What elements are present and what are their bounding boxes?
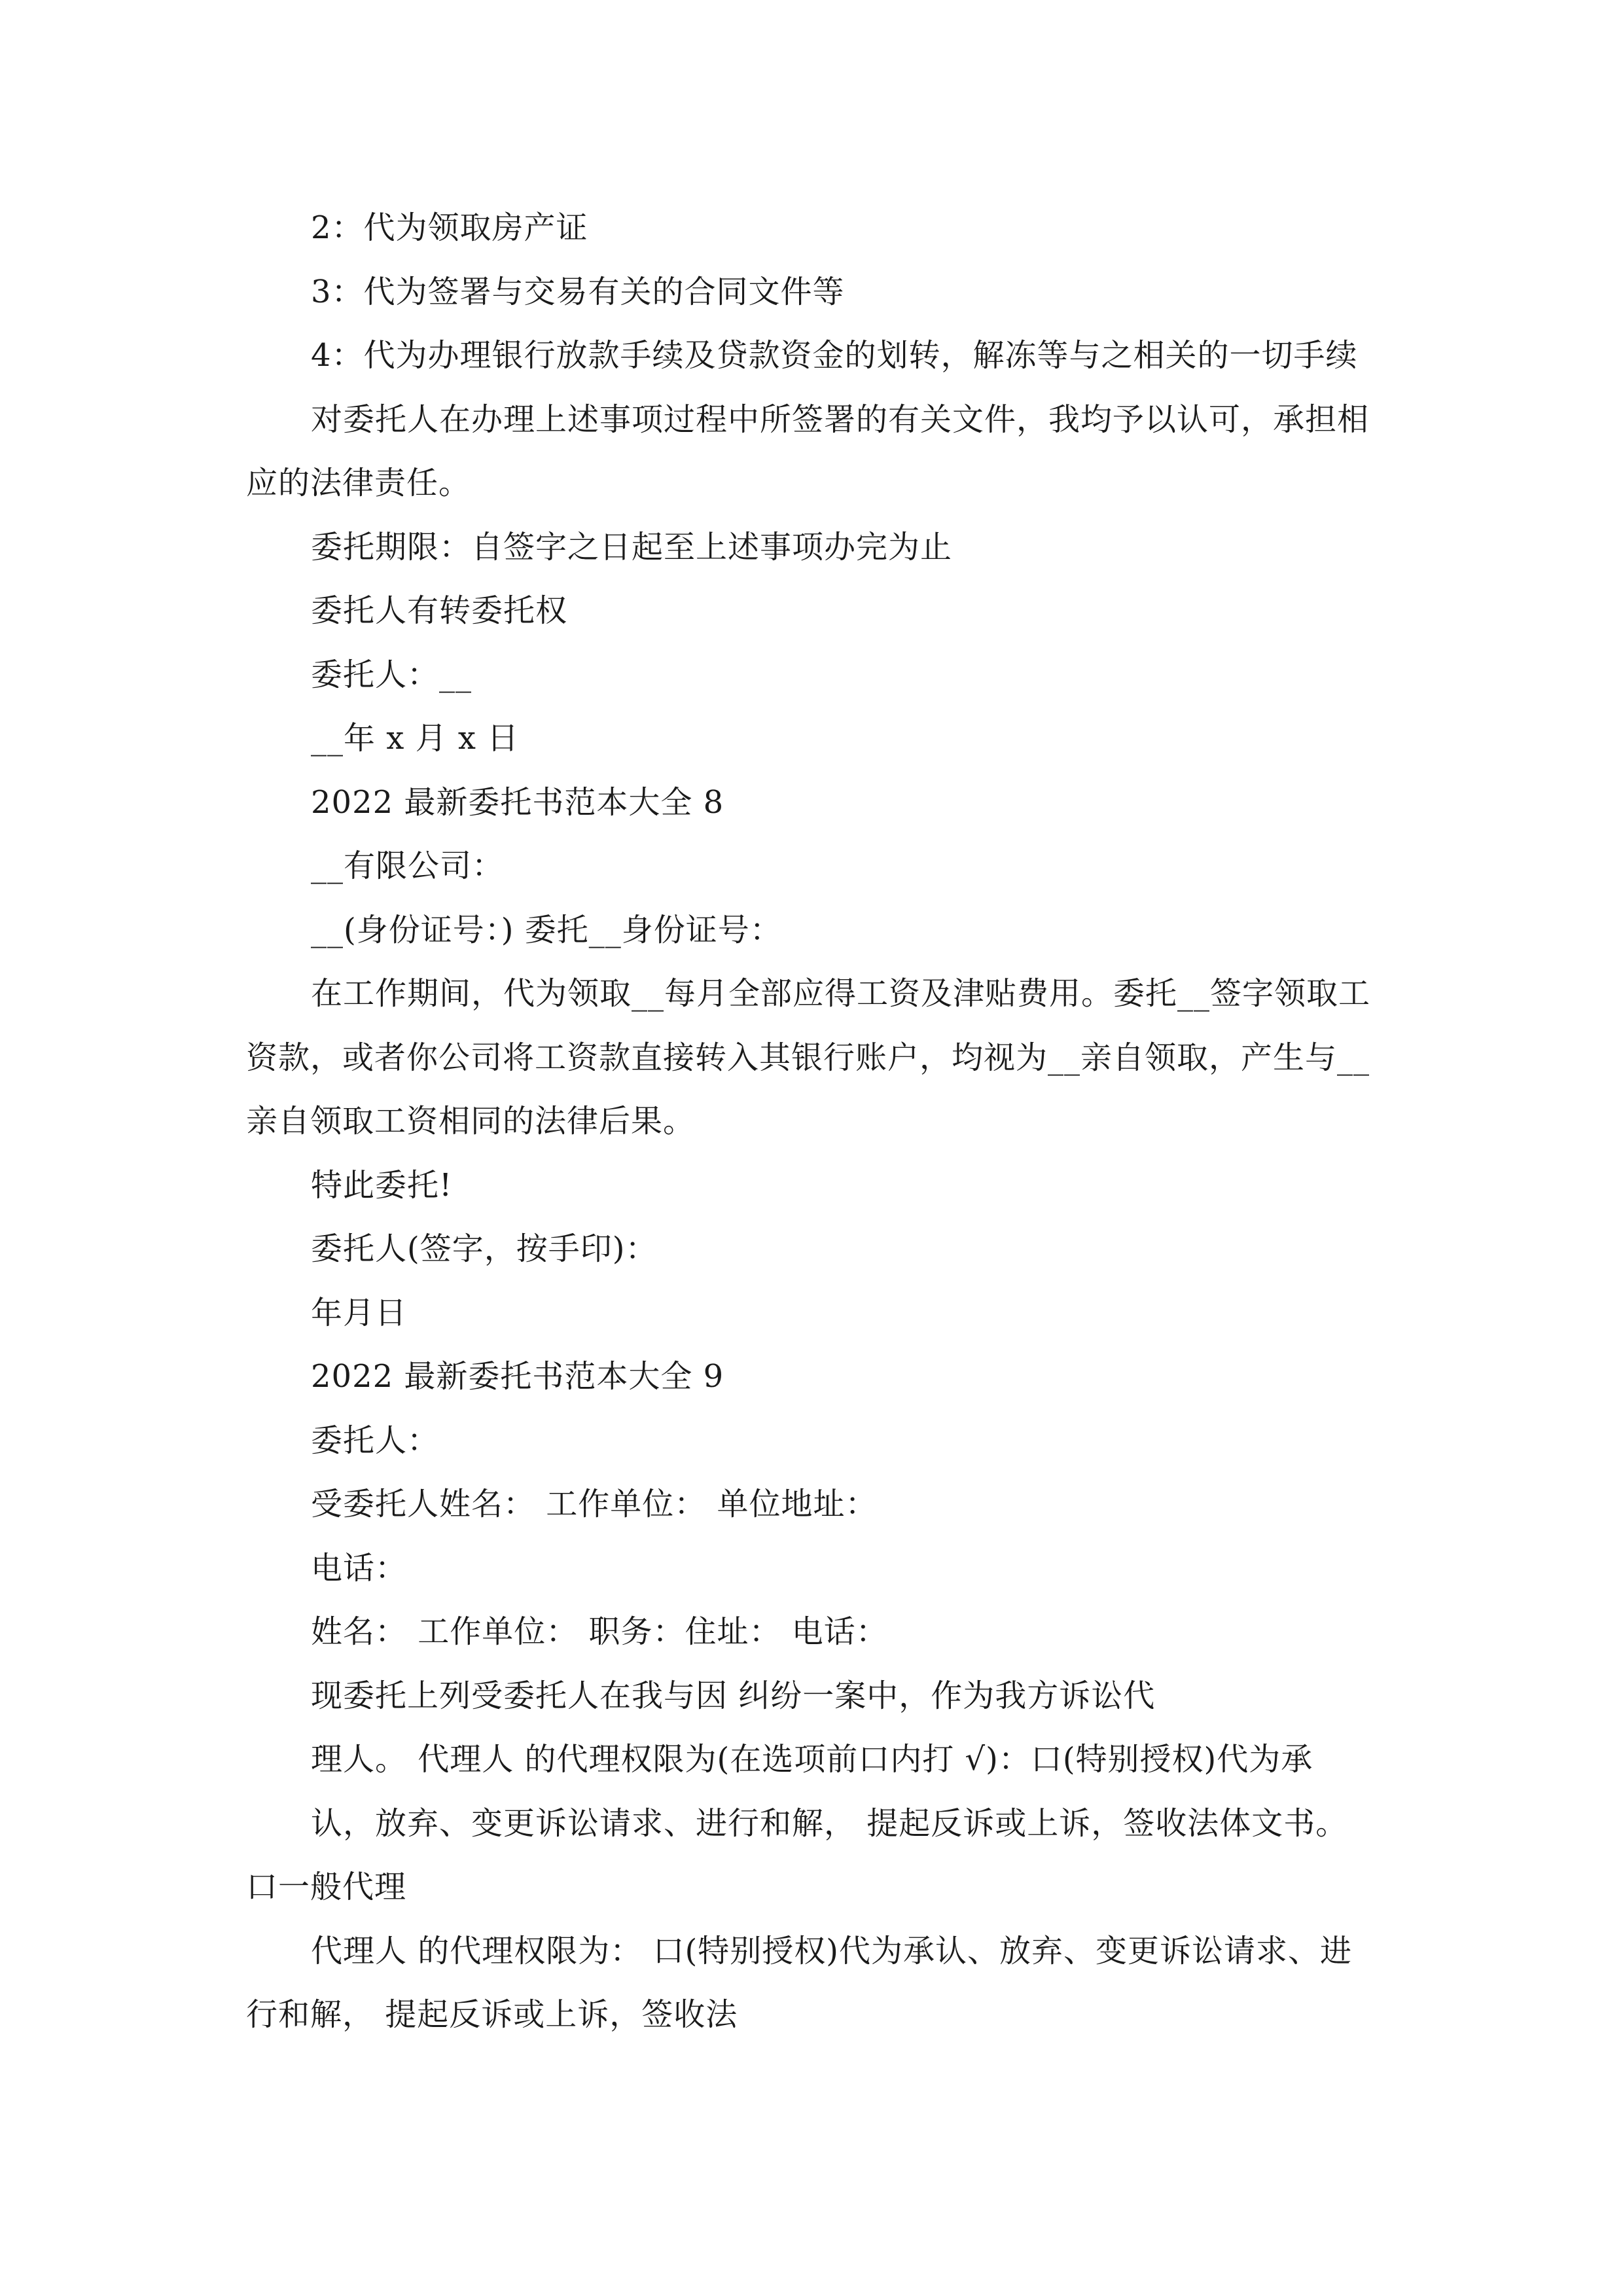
text-line: 姓名： 工作单位： 职务：住址： 电话： <box>311 1613 888 1650</box>
text-line: 委托人有转委托权 <box>311 592 568 629</box>
text-line: 现委托上列受委托人在我与因 纠纷一案中，作为我方诉讼代 <box>311 1677 1156 1714</box>
text-line: 3：代为签署与交易有关的合同文件等 <box>311 274 845 310</box>
text-line: __有限公司： <box>311 848 505 884</box>
section-heading: 2022 最新委托书范本大全 8 <box>311 784 724 821</box>
text-line: 对委托人在办理上述事项过程中所签署的有关文件，我均予以认可，承担相 <box>311 401 1370 438</box>
text-line: 行和解， 提起反诉或上诉，签收法 <box>246 1996 738 2033</box>
text-line: 受委托人姓名： 工作单位： 单位地址： <box>311 1486 878 1522</box>
text-line: 委托人： <box>311 1422 440 1459</box>
text-line: 4：代为办理银行放款手续及贷款资金的划转，解冻等与之相关的一切手续 <box>311 337 1358 374</box>
text-line: 特此委托! <box>311 1167 453 1204</box>
text-line: 委托人(签字，按手印)： <box>311 1230 658 1267</box>
text-line: 委托期限：自签字之日起至上述事项办完为止 <box>311 529 953 565</box>
text-line: 资款，或者你公司将工资款直接转入其银行账户，均视为__亲自领取，产生与__ <box>246 1039 1370 1076</box>
text-line: 口一般代理 <box>246 1869 407 1905</box>
text-line: 电话： <box>311 1550 408 1587</box>
text-line: 代理人 的代理权限为： 口(特别授权)代为承认、放弃、变更诉讼请求、进 <box>311 1933 1352 1969</box>
text-line: 年月日 <box>311 1295 408 1331</box>
text-line: 认，放弃、变更诉讼请求、进行和解， 提起反诉或上诉，签收法体文书。 <box>311 1805 1348 1842</box>
text-line: 委托人：__ <box>311 656 473 693</box>
text-line: __年 x 月 x 日 <box>311 720 520 757</box>
text-line: 应的法律责任。 <box>246 465 471 501</box>
text-line: __(身份证号：) 委托__身份证号： <box>311 912 782 948</box>
text-line: 亲自领取工资相同的法律后果。 <box>246 1103 696 1139</box>
section-heading: 2022 最新委托书范本大全 9 <box>311 1358 724 1395</box>
text-line: 在工作期间，代为领取__每月全部应得工资及津贴费用。委托__签字领取工 <box>311 975 1371 1012</box>
text-line: 2：代为领取房产证 <box>311 209 588 246</box>
text-line: 理人。 代理人 的代理权限为(在选项前口内打 √)：口(特别授权)代为承 <box>311 1741 1313 1778</box>
